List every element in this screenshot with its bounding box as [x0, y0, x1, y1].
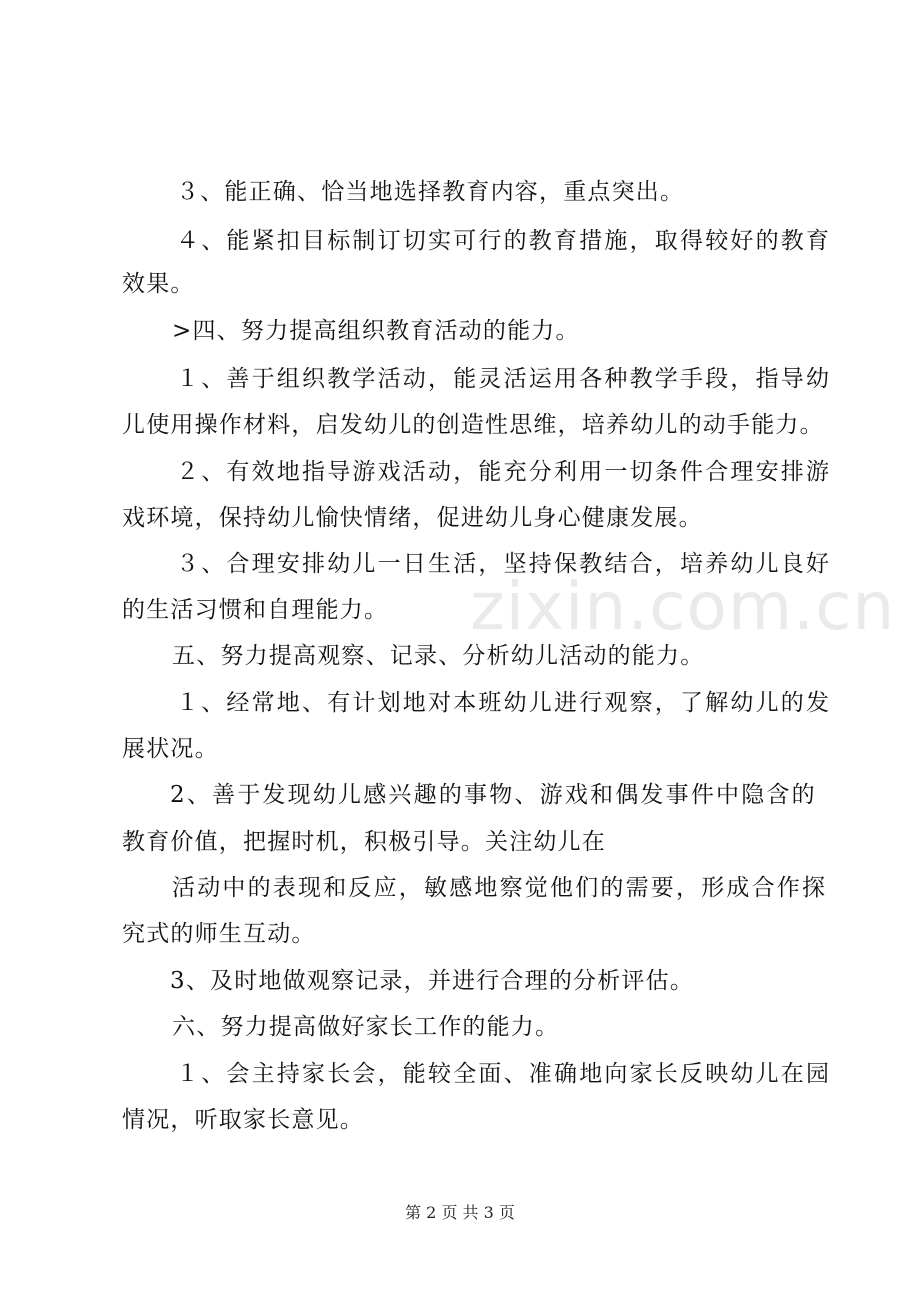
- paragraph-line: １、会主持家长会，能较全面、准确地向家长反映幼儿在园: [176, 1061, 832, 1087]
- paragraph-line: １、经常地、有计划地对本班幼儿进行观察，了解幼儿的发: [176, 690, 832, 716]
- paragraph-line: ３、能正确、恰当地选择教育内容，重点突出。: [176, 179, 685, 205]
- paragraph-line: 活动中的表现和反应，敏感地察觉他们的需要，形成合作探: [172, 875, 828, 901]
- page-footer: 第 2 页 共 3 页: [405, 1203, 515, 1222]
- paragraph-line: １、善于组织教学活动，能灵活运用各种教学手段，指导幼: [176, 366, 832, 392]
- paragraph-line: ３、合理安排幼儿一日生活，坚持保教结合，培养幼儿良好: [176, 551, 832, 577]
- paragraph-line: 效果。: [122, 271, 195, 297]
- watermark: zixin.com.cn: [470, 568, 896, 645]
- paragraph-line: 3、及时地做观察记录，并进行合理的分析评估。: [170, 968, 695, 994]
- paragraph-line: 展状况。: [122, 736, 219, 762]
- paragraph-line: ２、有效地指导游戏活动，能充分利用一切条件合理安排游: [176, 459, 832, 485]
- paragraph-line: ４、能紧扣目标制订切实可行的教育措施，取得较好的教育: [176, 228, 832, 254]
- paragraph-line: 2、善于发现幼儿感兴趣的事物、游戏和偶发事件中隐含的: [170, 782, 817, 808]
- paragraph-line: 儿使用操作材料，启发幼儿的创造性思维，培养幼儿的动手能力。: [122, 412, 824, 438]
- paragraph-line: 情况，听取家长意见。: [122, 1107, 364, 1133]
- paragraph-line: 教育价值，把握时机，积极引导。关注幼儿在: [122, 829, 606, 855]
- section-heading: >四、努力提高组织教育活动的能力。: [172, 318, 580, 344]
- section-heading: 六、努力提高做好家长工作的能力。: [172, 1014, 560, 1040]
- paragraph-line: 戏环境，保持幼儿愉快情绪，促进幼儿身心健康发展。: [122, 505, 703, 531]
- section-heading: 五、努力提高观察、记录、分析幼儿活动的能力。: [172, 643, 705, 669]
- paragraph-line: 究式的师生互动。: [122, 921, 316, 947]
- paragraph-line: 的生活习惯和自理能力。: [122, 597, 389, 623]
